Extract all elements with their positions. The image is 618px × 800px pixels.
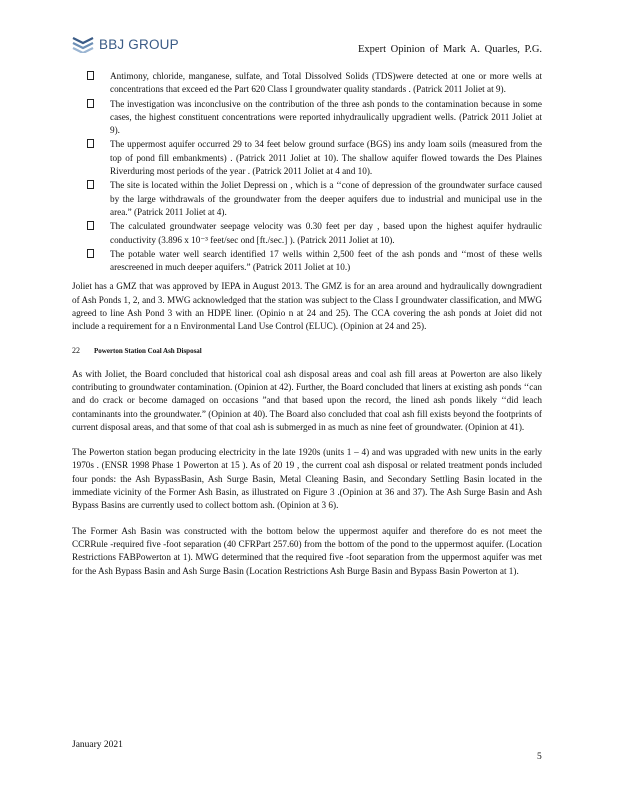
page-number: 5 <box>537 752 542 762</box>
list-item: The investigation was inconclusive on the contribution of the three ash ponds to the contamination because in some cases, the highest constituent concentrations were reported inhydraulically upgradient wells. (Patrick 2011 Joliet at 9). <box>72 98 542 138</box>
paragraph-board-conclusions: As with Joliet, the Board concluded that historical coal ash disposal areas and coal ash fill areas at Powerton are also likely contributing to groundwater contamination. (Opinion at 42). Further, the Board concluded that liners at existing ash ponds ‘‘can and do crack or become damaged on occasions ”and that based upon the record, the lined ash ponds likely ‘‘did leach contaminants into the groundwater.” (Opinion at 40). The Board also concluded that coal ash fill exists beyond the footprints of current disposal areas, and that some of that coal ash is submerged in as much as nine feet of groundwater. (Opinion at 41). <box>72 368 542 432</box>
footer-date: January 2021 <box>72 740 123 750</box>
bullet-list <box>72 70 542 274</box>
section-number: 22 <box>72 345 80 355</box>
bullet-box-icon <box>87 99 94 108</box>
list-item: The calculated groundwater seepage velocity was 0.30 feet per day , based upon the highest aquifer hydraulic conductivity (3.896 x 10⁻³ feet/sec ond [ft./sec.] ). (Patrick 2011 Joliet at 10). <box>72 220 542 247</box>
header-author: Expert Opinion of Mark A. Quarles, P.G. <box>358 44 543 55</box>
bbj-logo-icon <box>72 35 94 53</box>
bullet-box-icon <box>87 180 94 189</box>
list-item: The potable water well search identified 17 wells within 2,500 feet of the ash ponds and ‘‘most of these wells arescreened in much deeper aquifers.” (Patrick 2011 Joliet at 10.) <box>72 248 542 275</box>
logo-text: BBJ GROUP <box>99 36 179 52</box>
paragraph-former-ash-basin: The Former Ash Basin was constructed with the bottom below the uppermost aquifer and therefore do es not meet the CCRRule -required five -foot separation (40 CFRPart 257.60) from the bottom of the pond to the uppermost aquifer. (Location Restrictions FABPowerton at 1). MWG determined that the required five -foot separation from the uppermost aquifer was met for the Ash Bypass Basin and Ash Surge Basin (Location Restrictions Ash Burge Basin and Bypass Basin Powerton at 1). <box>72 525 542 576</box>
bullet-box-icon <box>87 139 94 148</box>
list-item: The site is located within the Joliet Depressi on , which is a ‘‘cone of depression of the groundwater surface caused by the large withdrawals of the groundwater from the deeper aquifers due to industrial and municipal use in the area.” (Patrick 2011 Joliet at 4). <box>72 179 542 219</box>
bullet-box-icon <box>87 221 94 230</box>
list-item: Antimony, chloride, manganese, sulfate, and Total Dissolved Solids (TDS)were detected at one or more wells at concentrations that exceed ed the Part 620 Class I groundwater quality standards . (Patrick 2011 Joliet at 9). <box>72 70 542 97</box>
bullet-box-icon <box>87 249 94 258</box>
section-title: Powerton Station Coal Ash Disposal <box>94 346 202 355</box>
section-heading <box>72 346 542 356</box>
paragraph-powerton-station: The Powerton station began producing electricity in the late 1920s (units 1 – 4) and was upgraded with new units in the early 1970s . (ENSR 1998 Phase 1 Powerton at 15 ). As of 20 19 , the current coal ash disposal or related treatment ponds included four ponds: the Ash BypassBasin, Ash Surge Basin, Metal Cleaning Basin, and Secondary Settling Basin located in the immediate vicinity of the Former Ash Basin, as illustrated on Figure 3 .(Opinion at 36 and 37). The Ash Surge Basin and Ash Bypass Basins are currently used to collect bottom ash. (Opinion at 3 6). <box>72 447 542 511</box>
company-logo <box>72 35 179 53</box>
bullet-box-icon <box>87 71 94 80</box>
list-item: The uppermost aquifer occurred 29 to 34 feet below ground surface (BGS) ins andy loam soils (measured from the top of pond fill embankments) . (Patrick 2011 Joliet at 10). The shallow aquifer flowed towards the Des Plaines Riverduring most periods of the year . (Patrick 2011 Joliet at 4 and 10). <box>72 138 542 178</box>
document-body <box>72 70 542 578</box>
paragraph-joliet-gmz: Joliet has a GMZ that was approved by IEPA in August 2013. The GMZ is for an area around and hydraulically downgradient of Ash Ponds 1, 2, and 3. MWG acknowledged that the station was subject to the Class I groundwater classification, and MWG agreed to line Ash Pond 3 with an HDPE liner. (Opinio n at 24 and 25). The CCA covering the ash ponds at Joiet did not include a requirement for a n Environmental Land Use Control (ELUC). (Opinion at 24 and 25). <box>72 281 542 332</box>
